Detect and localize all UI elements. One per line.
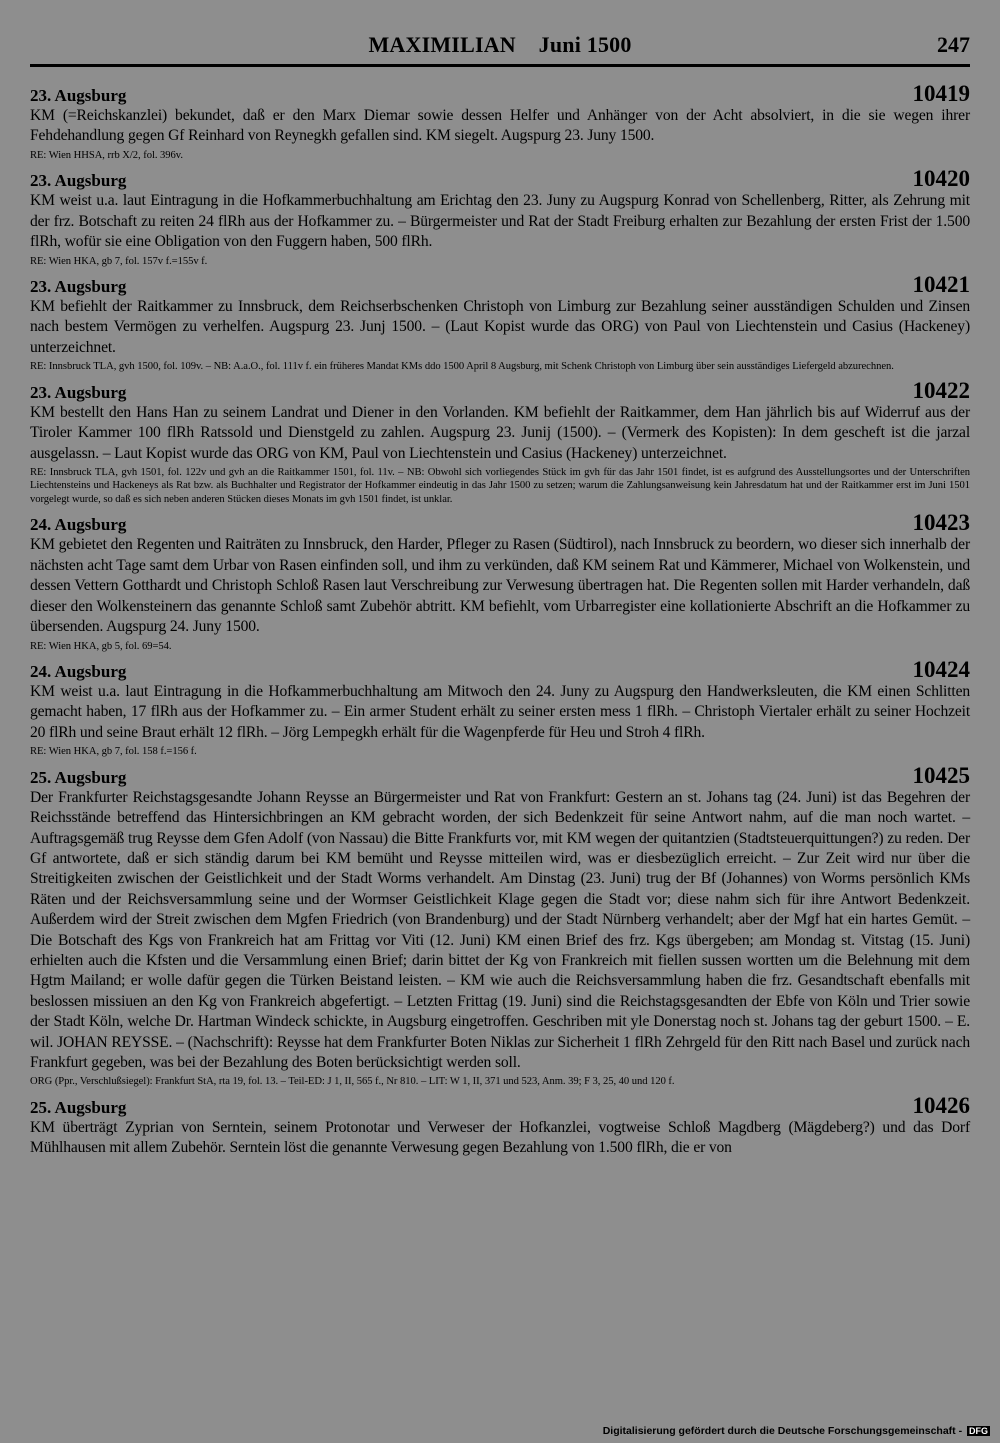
footer-text: Digitalisierung gefördert durch die Deutsche Forschungsgemeinschaft - bbox=[602, 1425, 963, 1437]
entry-reference: RE: Wien HHSA, rrb X/2, fol. 396v. bbox=[30, 149, 183, 161]
entry-reference: ORG (Ppr., Verschlußsiegel): Frankfurt StA, rta 19, fol. 13. – Teil-ED: J 1, II, 565 f., Nr 810. – LIT: W 1, II, 371 und 523, Anm. 39; F 3, 25, 40 und 120 f. bbox=[30, 1076, 675, 1088]
entry-text: KM gebietet den Regenten und Raiträten zu Innsbruck, den Harder, Pfleger zu Rasen (Südtirol), nach Innsbruck zu beordern, wo dieser sich innerhalb der nächsten acht Tage samt dem Urbar von Rasen einfinden soll, und ihm zu verkünden, daß KM seinem Rat und Kämmerer, Michael von Wolkenstein, und dessen Vettern Gotthardt und Christoph Schloß Rasen laut Verschreibung zur Verwesung übertragen hat. Die Regenten sollen mit Harder verhandeln, daß dieser den Wolkensteinern das genannte Schloß samt Zubehör abtritt. KM befiehlt, vom Urbarregister eine kollationierte Abschrift an die Hofkammer zu übersenden. Augspurg 24. Juny 1500. bbox=[30, 536, 970, 636]
entry-date-place: 25. Augsburg bbox=[30, 767, 127, 787]
entry-head bbox=[30, 166, 970, 192]
page-header bbox=[30, 30, 970, 64]
entry-reference: RE: Wien HKA, gb 7, fol. 158 f.=156 f. bbox=[30, 746, 197, 758]
entry-text: KM überträgt Zyprian von Serntein, seinem Protonotar und Verweser der Hofkanzlei, vogtweise Schloß Magdberg (Mägdeberg?) und das Dorf Mühlhausen mit allem Zubehör. Serntein löst die genannte Verwesung gegen Bezahlung von 1.500 flRh, die er von bbox=[30, 1118, 970, 1157]
entry-text: KM bestellt den Hans Han zu seinem Landrat und Diener in den Vorlanden. KM befiehlt der Raitkammer, dem Han jährlich bis auf Widerruf aus der Tiroler Kammer 100 flRh Ratssold und Dienstgeld zu zahlen. Augspurg 23. Junij (1500). – (Vermerk des Kopisten): In dem gescheft ist die jarzal ausgelassn. – Laut Kopist wurde das ORG von KM, Paul von Liechtenstein und Casius (Hackeney) unterzeichnet. bbox=[30, 403, 970, 462]
entry-head bbox=[30, 762, 970, 788]
entry-reference: RE: Wien HKA, gb 7, fol. 157v f.=155v f. bbox=[30, 255, 208, 267]
entry-10419 bbox=[30, 81, 970, 162]
dfg-logo: DFG bbox=[969, 1426, 988, 1436]
entry-head bbox=[30, 510, 970, 536]
entry-date-place: 23. Augsburg bbox=[30, 382, 127, 402]
entry-date-place: 24. Augsburg bbox=[30, 662, 127, 681]
entry-text: KM weist u.a. laut Eintragung in die Hofkammerbuchhaltung am Erichtag den 23. Juny zu Augspurg Konrad von Schellenberg, Ritter, als Zehrung mit der frz. Botschaft zu reiten 24 flRh aus der Hofkammer zu. – Bürgermeister und Rat der Stadt Freiburg erhalten zur Bezahlung der ersten Frist der 1.500 flRh, wofür sie eine Obligation von den Fuggern haben, 500 flRh. bbox=[30, 192, 970, 251]
page-number: 247 bbox=[937, 32, 970, 57]
entry-10423 bbox=[30, 510, 970, 653]
entry-10425 bbox=[30, 762, 970, 1089]
entry-number: 10419 bbox=[912, 81, 970, 106]
entry-head bbox=[30, 377, 970, 403]
entry-date-place: 23. Augsburg bbox=[30, 171, 127, 191]
entry-number: 10420 bbox=[912, 166, 970, 192]
entry-10420 bbox=[30, 166, 970, 268]
running-title: MAXIMILIAN Juni 1500 bbox=[368, 32, 632, 57]
entry-number: 10425 bbox=[912, 762, 970, 788]
entry-head bbox=[30, 81, 970, 106]
entry-number: 10423 bbox=[912, 510, 970, 536]
entry-number: 10426 bbox=[912, 1092, 970, 1118]
entry-head bbox=[30, 1092, 970, 1118]
entry-10426 bbox=[30, 1092, 970, 1159]
entry-text: KM befiehlt der Raitkammer zu Innsbruck, dem Reichserbschenken Christoph von Limburg zur Bezahlung seiner ausständigen Schulden und Zinsen nach bestem Vermögen zu verhelfen. Augspurg 23. Junj 1500. – (Laut Kopist wurde das ORG) von Paul von Liechtenstein und Casius (Hackeney) unterzeichnet. bbox=[30, 298, 970, 356]
entry-10424 bbox=[30, 657, 970, 759]
entries-list bbox=[30, 81, 970, 1166]
entry-10421 bbox=[30, 272, 970, 374]
entry-reference: RE: Innsbruck TLA, gvh 1500, fol. 109v. – NB: A.a.O., fol. 111v f. ein früheres Mandat KMs ddo 1500 April 8 Augsburg, mit Schenk Christoph von Limburg über sein ausständiges Liefergeld abzurechnen. bbox=[30, 361, 894, 373]
entry-text: KM weist u.a. laut Eintragung in die Hofkammerbuchhaltung am Mitwoch den 24. Juny zu Augspurg den Handwerksleuten, die KM einen Schlitten gemacht haben, 17 flRh aus der Hofkammer zu. – Ein armer Student erhält zu seiner ersten mess 1 flRh. – Christoph Viertaler erhält zu seiner Hochzeit 20 flRh und seine Braut erhält 12 flRh. – Jörg Lempegkh erhält für die Wagenpferde für Heu und Stroh 4 flRh. bbox=[30, 683, 970, 741]
entry-text: Der Frankfurter Reichstagsgesandte Johann Reysse an Bürgermeister und Rat von Frankfurt: Gestern an st. Johans tag (24. Juni) ist das Begehren der Reichsstände betreffend das Hintersichbringen an KM gebracht worden, der sich Bedenkzeit für seine Antwort nahm, auf die man noch wartet. – Auftragsgemäß trug Reysse dem Gfen Adolf (von Nassau) die Bitte Frankfurts vor, mit KM wegen der quitantzien (Stadtsteuerquittungen?) zu reden. Der Gf antwortete, daß er sich ständig darum bei KM bemüht und Reysse mitteilen wird, was er diesbezüglich erreicht. – Zur Zeit wird nur über die Streitigkeiten zwischen der Geistlichkeit und der Stadt Worms verhandelt. Am Dinstag (23. Juni) trug der Bf (Johannes) von Worms persönlich KMs Räten und der Reichsversammlung seine und der Wormser Geistlichkeit Klage gegen die Stadt vor; diese nahm sich für ihre Antwort Bedenkzeit. Außerdem wird der Streit zwischen dem Mgfen Friedrich (von Brandenburg) und der Stadt Nürnberg verhandelt; aber der Mgf hat ein hartes Gemüt. – Die Botschaft des Kgs von Frankreich hat am Frittag vor Viti (12. Juni) KM einen Brief des frz. Kgs übergeben; am Mondag st. Vitstag (15. Juni) erhielten auch die Kfsten und die Versammlung einen Brief; darin bittet der Kg von Frankreich mit fiellen sussen wortten um die Belehnung mit dem Hgtm Mailand; er wolle dafür gegen die Türken Beistand leisten. – KM wie auch die Reichsversammlung haben die frz. Gesandtschaft ebenfalls mit beslossen missiuen an den Kg von Frankreich abgefertigt. – Letzten Frittag (19. Juni) sind die Reichstagsgesandten der Ebfe von Köln und Trier sowie der Stadt Köln, welche Dr. Hartman Windeck schickte, in Augsburg eingetroffen. Geschriben mit yle Donerstag noch st. Johans tag der geburt 1500. – E. wil. JOHAN REYSSE. – (Nachschrift): Reysse hat dem Frankfurter Boten Niklas zur Sicherheit 1 flRh Zehrgeld für den Ritt nach Basel und zurück nach Frankfurt gegeben, was bei der Bezahlung des Boten berücksichtigt werden soll. bbox=[30, 788, 970, 1071]
entry-number: 10424 bbox=[912, 657, 970, 682]
entry-date-place: 25. Augsburg bbox=[30, 1097, 127, 1117]
entry-head bbox=[30, 272, 970, 298]
entry-date-place: 24. Augsburg bbox=[30, 515, 127, 535]
entry-head bbox=[30, 657, 970, 682]
entry-text: KM (=Reichskanzlei) bekundet, daß er den Marx Diemar sowie dessen Helfer und Anhänger von der Acht absolviert, in die sie wegen ihrer Fehdehandlung gegen Gf Reinhard von Reynegkh gefallen sind. KM siegelt. Augspurg 23. Juny 1500. bbox=[30, 107, 970, 145]
entry-date-place: 23. Augsburg bbox=[30, 86, 127, 105]
funding-footer bbox=[603, 1425, 990, 1437]
entry-reference: RE: Innsbruck TLA, gvh 1501, fol. 122v und gvh an die Raitkammer 1501, fol. 11v. – NB: Obwohl sich vorliegendes Stück im gvh für das Jahr 1501 findet, ist es aufgrund des Ausstellungsortes und der Unterschriften Liechtensteins und Hackeneys als Rat bzw. als Buchhalter und Registrator der Hofkammer eindeutig in das Jahr 1500 zu setzen; warum die Zahlungsanweisung kein Jahresdatum hat und der Raitkammer erst im Juni 1501 vorgelegt wurde, so daß es sich neben anderen Stücken dieses Monats im gvh 1501 findet, ist unklar. bbox=[30, 466, 970, 505]
entry-number: 10421 bbox=[912, 272, 970, 298]
entry-reference: RE: Wien HKA, gb 5, fol. 69=54. bbox=[30, 640, 172, 652]
header-rule bbox=[30, 64, 970, 67]
entry-10422 bbox=[30, 377, 970, 507]
entry-date-place: 23. Augsburg bbox=[30, 277, 127, 297]
entry-number: 10422 bbox=[912, 377, 970, 403]
